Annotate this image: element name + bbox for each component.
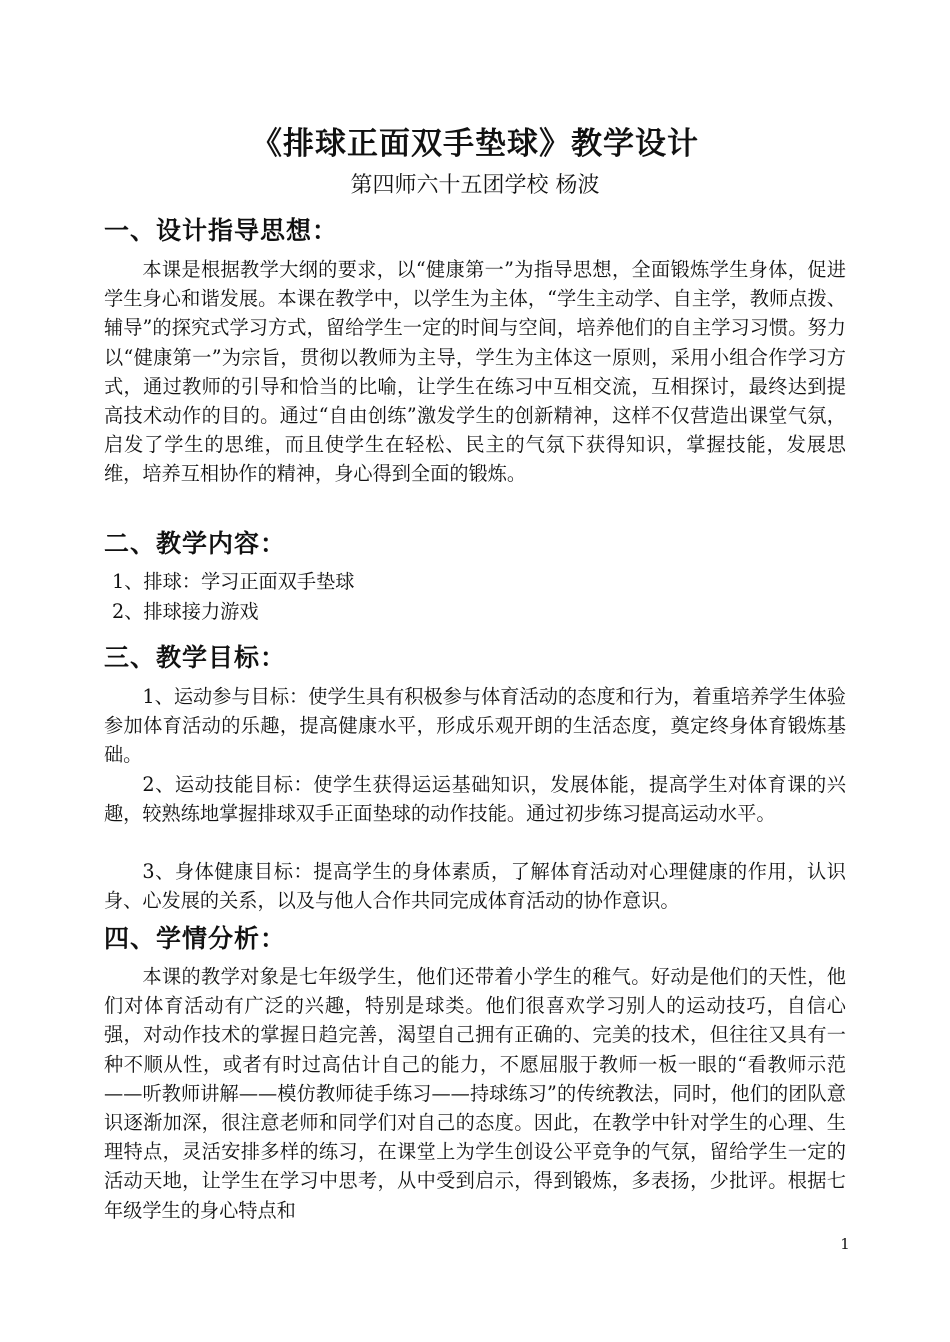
goal-paragraph-skills: 2、运动技能目标：使学生获得运运基础知识，发展体能，提高学生对体育课的兴趣，较熟练地掌握排球双手正面垫球的动作技能。通过初步练习提高运动水平。 bbox=[104, 773, 846, 826]
document-author: 第四师六十五团学校 杨波 bbox=[350, 173, 600, 198]
goal-paragraph-health: 3、身体健康目标：提高学生的身体素质，了解体育活动对心理健康的作用，认识身、心发展的关系，以及与他人合作共同完成体育活动的协作意识。 bbox=[104, 860, 846, 913]
section-paragraph-student-analysis: 本课的教学对象是七年级学生，他们还带着小学生的稚气。好动是他们的天性，他们对体育活动有广泛的兴趣，特别是球类。他们很喜欢学习别人的运动技巧，自信心强，对动作技术的掌握日趋完善，渴望自己拥有正确的、完美的技术，但往往又具有一种不顺从性，或者有时过高估计自己的能力，不愿屈服于教师一板一眼的“看教师示范——听教师讲解——模仿教师徒手练习——持球练习”的传统教法，同时，他们的团队意识逐渐加深，很注意老师和同学们对自己的态度。因此，在教学中针对学生的心理、生理特点，灵活安排多样的练习，在课堂上为学生创设公平竞争的气氛，留给学生一定的活动天地，让学生在学习中思考，从中受到启示，得到锻炼，多表扬，少批评。根据七年级学生的身心特点和 bbox=[104, 965, 846, 1222]
goal-paragraph-participation: 1、运动参与目标：使学生具有积极参与体育活动的态度和行为，着重培养学生体验参加体育活动的乐趣，提高健康水平，形成乐观开朗的生活态度，奠定终身体育锻炼基础。 bbox=[104, 685, 846, 767]
document-title: 《排球正面双手垫球》教学设计 bbox=[251, 126, 699, 162]
list-item: 2、排球接力游戏 bbox=[112, 600, 259, 623]
list-item: 1、排球：学习正面双手垫球 bbox=[112, 570, 355, 593]
page-number: 1 bbox=[840, 1235, 850, 1253]
teaching-content-list bbox=[112, 567, 842, 627]
section-heading-teaching-goals: 三、教学目标： bbox=[104, 643, 287, 672]
section-paragraph-design-guidance: 本课是根据教学大纲的要求，以“健康第一”为指导思想，全面锻炼学生身体，促进学生身心和谐发展。本课在教学中，以学生为主体，“学生主动学、自主学，教师点拨、辅导”的探究式学习方式，留给学生一定的时间与空间，培养他们的自主学习习惯。努力以“健康第一”为宗旨，贯彻以教师为主导，学生为主体这一原则，采用小组合作学习方式，通过教师的引导和恰当的比喻，让学生在练习中互相交流，互相探讨，最终达到提高技术动作的目的。通过“自由创练”激发学生的创新精神，这样不仅营造出课堂气氛，启发了学生的思维，而且使学生在轻松、民主的气氛下获得知识，掌握技能，发展思维，培养互相协作的精神，身心得到全面的锻炼。 bbox=[104, 258, 846, 486]
section-heading-student-analysis: 四、学情分析： bbox=[104, 924, 287, 953]
section-heading-design-guidance: 一、设计指导思想： bbox=[104, 216, 339, 245]
section-heading-teaching-content: 二、教学内容： bbox=[104, 529, 287, 558]
